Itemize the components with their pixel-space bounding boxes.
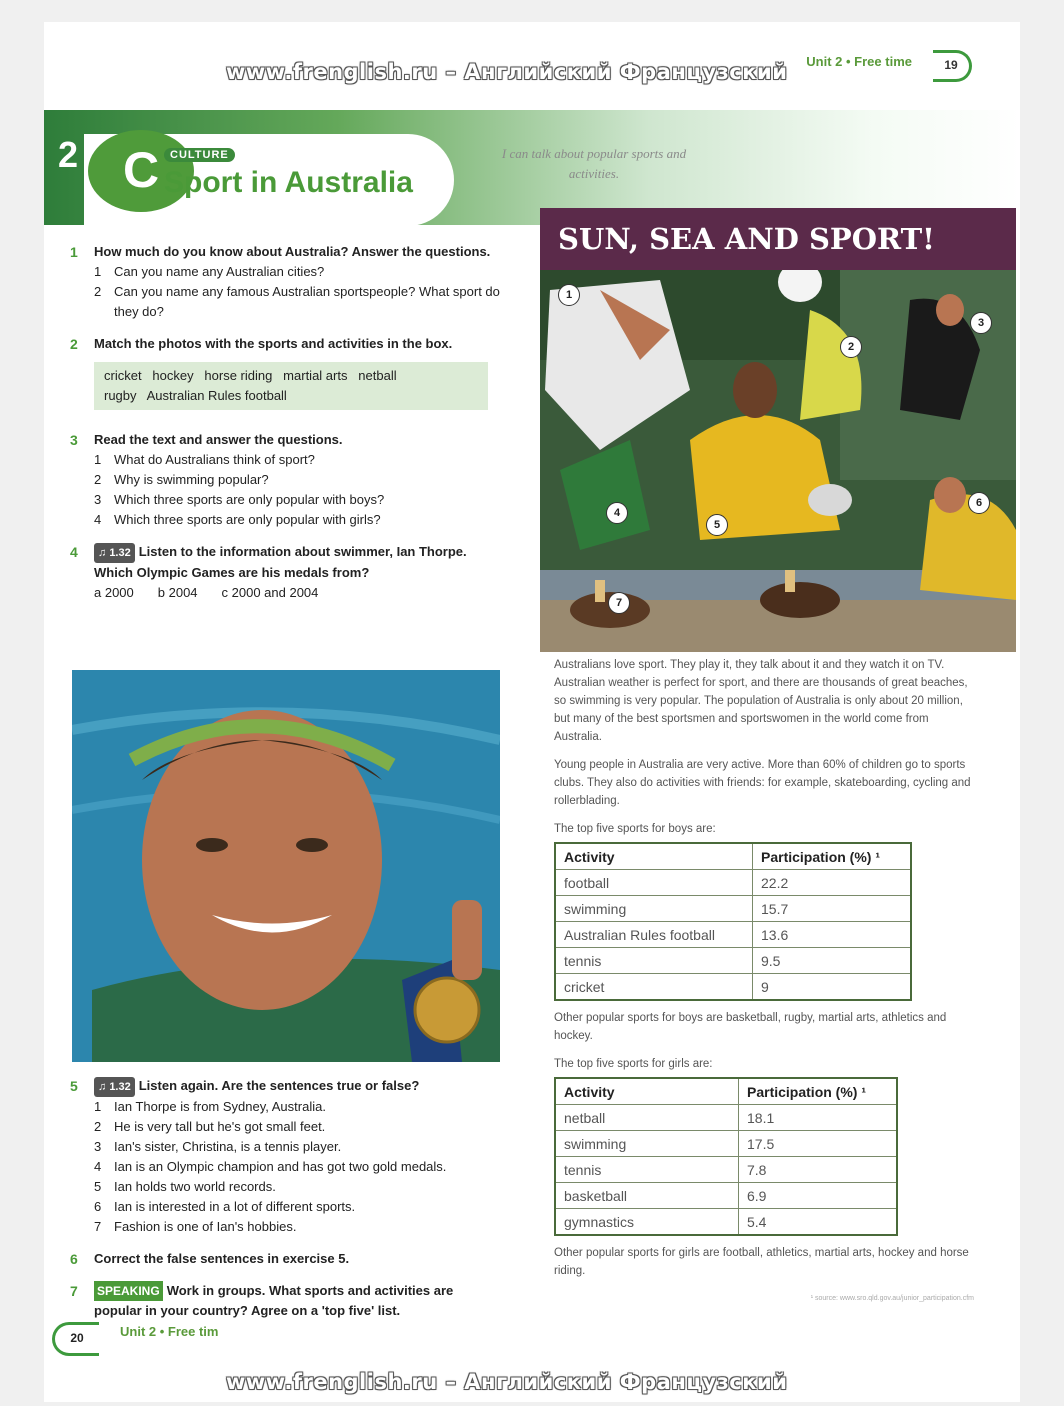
textbook-page — [44, 22, 1020, 1402]
list-item: 1 What do Australians think of sport? — [94, 452, 315, 467]
exercise-5: 5 ♫ 1.32 Listen again. Are the sentences true or false? 1 Ian Thorpe is from Sydney, Australia. 2 He is very tall but he's got small feet. 3 Ian's sister, Christina, is a tennis player. 4 Ian is an Olympic champion and has got two gold medals. 5 Ian holds two world records. 6 Ian is interested in a lot of different sports. 7 Fashion is one of Ian's hobbies. — [64, 1076, 504, 1237]
exercise-6: 6 Correct the false sentences in exercise 5. — [70, 1251, 350, 1267]
watermark-top: www.frenglish.ru – Английский Французский — [226, 60, 788, 84]
table-row: Australian Rules football 13.6 — [555, 922, 911, 948]
table-row: netball 18.1 — [555, 1105, 897, 1131]
exercise-1: 1 How much do you know about Australia? Answer the questions. 1 Can you name any Australian cities? 2 Can you name any famous Australian sportspeople? What sport do they do? — [64, 242, 504, 322]
table-row: cricket 9 — [555, 974, 911, 1001]
list-item: 4 Ian is an Olympic champion and has got two gold medals. — [94, 1159, 447, 1174]
list-item: 2 Why is swimming popular? — [94, 472, 269, 487]
list-item: 5 Ian holds two world records. — [94, 1179, 276, 1194]
header-page-number: 19 — [933, 50, 972, 82]
exercise-2: 2 Match the photos with the sports and activities in the box. cricket hockey horse riding martial arts netball rugby Australian Rules football — [64, 334, 504, 410]
list-item: 3 Ian's sister, Christina, is a tennis player. — [94, 1139, 342, 1154]
photo-label: 3 — [970, 312, 992, 334]
list-item: 1 Can you name any Australian cities? — [94, 264, 325, 279]
boys-intro: The top five sports for boys are: — [554, 823, 716, 835]
girls-intro: The top five sports for girls are: — [554, 1058, 713, 1070]
list-item: 1 Ian Thorpe is from Sydney, Australia. — [94, 1099, 326, 1114]
audio-track-icon[interactable]: ♫ 1.32 — [94, 543, 135, 563]
table-row: basketball 6.9 — [555, 1183, 897, 1209]
article-paragraph: Young people in Australia are very active. More than 60% of children go to sports clubs. They also do activities with friends: for example, skateboarding, cycling and rollerblading. — [554, 759, 971, 807]
list-item: 4 Which three sports are only popular with girls? — [94, 512, 381, 527]
speaking-tag: SPEAKING — [94, 1281, 163, 1301]
audio-track-icon[interactable]: ♫ 1.32 — [94, 1077, 135, 1097]
table-row: football 22.2 — [555, 870, 911, 896]
photo-label: 2 — [840, 336, 862, 358]
lesson-badge-number: 2 — [58, 134, 79, 175]
exercise-3: 3 Read the text and answer the questions. 1 What do Australians think of sport? 2 Why is swimming popular? 3 Which three sports are only popular with boys? 4 Which three sports are only popular with girls? — [64, 430, 504, 530]
list-item: 7 Fashion is one of Ian's hobbies. — [94, 1219, 297, 1234]
sports-photo-collage — [540, 270, 1016, 652]
article-body — [554, 656, 974, 1308]
source-note: ¹ source: www.sro.qld.gov.au/junior_participation.cfm — [810, 1295, 974, 1302]
table-row: tennis 9.5 — [555, 948, 911, 974]
article-heading: SUN, SEA AND SPORT! — [540, 208, 1016, 270]
word-box: cricket hockey horse riding martial arts netball rugby Australian Rules football — [94, 362, 488, 410]
photo-label: 7 — [608, 592, 630, 614]
culture-tag: CULTURE — [164, 148, 235, 162]
table-header-row: Activity Participation (%) ¹ — [555, 843, 911, 870]
lesson-badge: C — [88, 130, 194, 212]
can-do-statement: I can talk about popular sports and activities. — [501, 146, 687, 181]
photo-label: 4 — [606, 502, 628, 524]
watermark-bottom: www.frenglish.ru – Английский Французский — [226, 1370, 788, 1394]
girls-other-sports: Other popular sports for girls are football, athletics, martial arts, hockey and horse riding. — [554, 1247, 969, 1277]
photo-label: 5 — [706, 514, 728, 536]
table-row: gymnastics 5.4 — [555, 1209, 897, 1236]
article-paragraph: Australians love sport. They play it, they talk about it and they watch it on TV. Australian weather is perfect for sport, and there are thousands of great beaches, so swimming is very popular. The population of Australia is only about 20 million, but many of the best sportsmen and sportswomen in the world come from Australia. — [554, 659, 968, 743]
photo-label: 1 — [558, 284, 580, 306]
ian-thorpe-photo — [72, 670, 500, 1062]
footer-unit: Unit 2 • Free tim — [120, 1324, 219, 1339]
page-title: Sport in Australia — [164, 166, 413, 199]
list-item: 6 Ian is interested in a lot of different sports. — [94, 1199, 356, 1214]
girls-sports-table — [554, 1077, 898, 1236]
table-row: swimming 17.5 — [555, 1131, 897, 1157]
header-unit: Unit 2 • Free time — [806, 54, 912, 69]
table-row: tennis 7.8 — [555, 1157, 897, 1183]
boys-sports-table — [554, 842, 912, 1001]
list-item: 2 Can you name any famous Australian sportspeople? What sport do they do? — [94, 284, 500, 319]
table-row: swimming 15.7 — [555, 896, 911, 922]
exercise-4: 4 ♫ 1.32 Listen to the information about swimmer, Ian Thorpe. Which Olympic Games are his medals from? a 2000 b 2004 c 2000 and 2004 — [64, 542, 504, 603]
list-item: 2 He is very tall but he's got small feet. — [94, 1119, 326, 1134]
exercises-column — [64, 242, 504, 615]
exercise-7: 7 SPEAKING Work in groups. What sports and activities are popular in your country? Agree on a 'top five' list. — [70, 1283, 454, 1318]
answer-options: a 2000 b 2004 c 2000 and 2004 — [94, 585, 319, 600]
table-header-row: Activity Participation (%) ¹ — [555, 1078, 897, 1105]
exercises-column-lower — [64, 1076, 504, 1333]
list-item: 3 Which three sports are only popular with boys? — [94, 492, 385, 507]
photo-label: 6 — [968, 492, 990, 514]
footer-page-number: 20 — [52, 1322, 99, 1356]
boys-other-sports: Other popular sports for boys are basketball, rugby, martial arts, athletics and hockey. — [554, 1012, 947, 1042]
